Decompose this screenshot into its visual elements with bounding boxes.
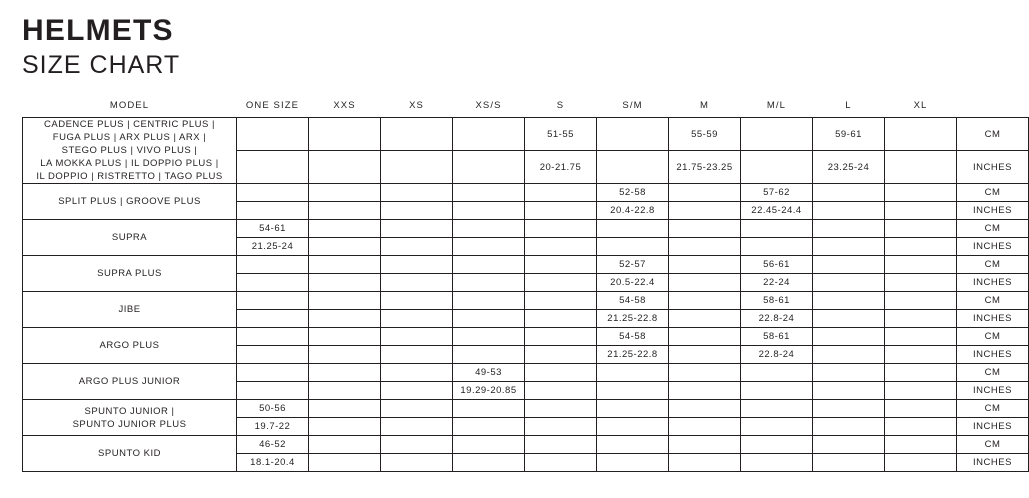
- empty-cell: [237, 382, 309, 400]
- empty-cell: [813, 274, 885, 292]
- empty-cell: [525, 400, 597, 418]
- model-cell: [23, 118, 237, 184]
- model-name-line: SPLIT PLUS | GROOVE PLUS: [58, 196, 201, 207]
- column-header-xs: XS: [409, 100, 424, 111]
- empty-cell: [525, 274, 597, 292]
- empty-cell: [885, 238, 957, 256]
- table-row: [23, 292, 1029, 310]
- empty-cell: [597, 454, 669, 472]
- empty-cell: [453, 436, 525, 454]
- size-value-cell: 20-21.75: [525, 151, 597, 184]
- empty-cell: [309, 310, 381, 328]
- empty-cell: [813, 454, 885, 472]
- empty-cell: [597, 418, 669, 436]
- unit-cell-inches: INCHES: [957, 382, 1029, 400]
- unit-cell-inches: INCHES: [957, 346, 1029, 364]
- empty-cell: [741, 118, 813, 151]
- empty-cell: [741, 220, 813, 238]
- empty-cell: [669, 382, 741, 400]
- empty-cell: [309, 328, 381, 346]
- empty-cell: [453, 292, 525, 310]
- model-name-line: ARGO PLUS JUNIOR: [78, 376, 181, 387]
- unit-cell-inches: INCHES: [957, 274, 1029, 292]
- size-value-cell: 22.45-24.4: [741, 202, 813, 220]
- empty-cell: [741, 238, 813, 256]
- empty-cell: [381, 436, 453, 454]
- empty-cell: [885, 364, 957, 382]
- empty-cell: [309, 151, 381, 184]
- size-value-cell: 20.5-22.4: [597, 274, 669, 292]
- model-name-line: SPUNTO JUNIOR PLUS: [72, 418, 187, 430]
- model-name-line: SPUNTO KID: [98, 448, 161, 459]
- size-value-cell: 46-52: [237, 436, 309, 454]
- empty-cell: [813, 310, 885, 328]
- empty-cell: [381, 292, 453, 310]
- column-header-xl: XL: [913, 100, 928, 111]
- empty-cell: [237, 274, 309, 292]
- empty-cell: [525, 220, 597, 238]
- empty-cell: [237, 202, 309, 220]
- empty-cell: [453, 256, 525, 274]
- model-cell: [23, 328, 237, 364]
- size-value-cell: 19.7-22: [237, 418, 309, 436]
- empty-cell: [669, 310, 741, 328]
- unit-cell-inches: INCHES: [957, 202, 1029, 220]
- empty-cell: [813, 238, 885, 256]
- column-header-l: L: [845, 100, 852, 111]
- table-row: [23, 328, 1029, 346]
- table-header-row: [23, 100, 1029, 118]
- empty-cell: [381, 418, 453, 436]
- unit-cell-inches: INCHES: [957, 454, 1029, 472]
- empty-cell: [453, 418, 525, 436]
- size-value-cell: 52-58: [597, 184, 669, 202]
- empty-cell: [381, 202, 453, 220]
- empty-cell: [813, 256, 885, 274]
- empty-cell: [525, 454, 597, 472]
- empty-cell: [741, 418, 813, 436]
- empty-cell: [525, 418, 597, 436]
- empty-cell: [669, 238, 741, 256]
- unit-cell-inches: INCHES: [957, 151, 1029, 184]
- model-name-line: SPUNTO JUNIOR |: [84, 405, 175, 417]
- empty-cell: [381, 220, 453, 238]
- model-name-line: FUGA PLUS | ARX PLUS | ARX |: [52, 132, 207, 143]
- empty-cell: [813, 202, 885, 220]
- model-name-line: JIBE: [118, 304, 141, 315]
- model-name-line: SUPRA: [111, 232, 148, 243]
- size-value-cell: 59-61: [813, 118, 885, 151]
- empty-cell: [237, 364, 309, 382]
- empty-cell: [813, 418, 885, 436]
- empty-cell: [525, 436, 597, 454]
- empty-cell: [741, 454, 813, 472]
- unit-cell-cm: CM: [957, 184, 1029, 202]
- empty-cell: [453, 400, 525, 418]
- empty-cell: [309, 238, 381, 256]
- empty-cell: [525, 184, 597, 202]
- empty-cell: [309, 184, 381, 202]
- model-name-line: ARGO PLUS: [99, 340, 160, 351]
- column-header-model: MODEL: [109, 100, 150, 111]
- empty-cell: [885, 118, 957, 151]
- page-title: HELMETS: [22, 14, 174, 47]
- size-value-cell: 54-61: [237, 220, 309, 238]
- empty-cell: [885, 184, 957, 202]
- model-name-line: LA MOKKA PLUS | IL DOPPIO PLUS |: [40, 158, 219, 169]
- empty-cell: [453, 184, 525, 202]
- empty-cell: [381, 346, 453, 364]
- empty-cell: [381, 382, 453, 400]
- model-name-line: CADENCE PLUS | CENTRIC PLUS |: [44, 119, 215, 130]
- size-value-cell: 22-24: [741, 274, 813, 292]
- empty-cell: [669, 418, 741, 436]
- table-row: [23, 220, 1029, 238]
- empty-cell: [237, 256, 309, 274]
- unit-cell-cm: CM: [957, 256, 1029, 274]
- empty-cell: [453, 310, 525, 328]
- empty-cell: [741, 400, 813, 418]
- empty-cell: [309, 220, 381, 238]
- empty-cell: [597, 238, 669, 256]
- empty-cell: [885, 436, 957, 454]
- size-value-cell: 57-62: [741, 184, 813, 202]
- empty-cell: [525, 256, 597, 274]
- empty-cell: [813, 220, 885, 238]
- column-header-one-size: ONE SIZE: [245, 100, 300, 111]
- empty-cell: [885, 310, 957, 328]
- empty-cell: [885, 292, 957, 310]
- empty-cell: [453, 346, 525, 364]
- unit-cell-inches: INCHES: [957, 418, 1029, 436]
- page-subtitle: SIZE CHART: [22, 51, 181, 79]
- empty-cell: [669, 436, 741, 454]
- empty-cell: [885, 328, 957, 346]
- empty-cell: [669, 364, 741, 382]
- unit-cell-cm: CM: [957, 436, 1029, 454]
- empty-cell: [813, 382, 885, 400]
- empty-cell: [381, 274, 453, 292]
- empty-cell: [381, 310, 453, 328]
- empty-cell: [237, 118, 309, 151]
- model-cell: [23, 292, 237, 328]
- size-value-cell: 21.25-24: [237, 238, 309, 256]
- empty-cell: [381, 400, 453, 418]
- empty-cell: [741, 364, 813, 382]
- empty-cell: [597, 400, 669, 418]
- empty-cell: [453, 274, 525, 292]
- title-block: [0, 0, 960, 80]
- model-name-line: SUPRA PLUS: [97, 268, 162, 279]
- size-value-cell: 21.25-22.8: [597, 310, 669, 328]
- model-cell: [23, 184, 237, 220]
- empty-cell: [525, 238, 597, 256]
- empty-cell: [453, 118, 525, 151]
- empty-cell: [309, 454, 381, 472]
- empty-cell: [309, 202, 381, 220]
- table-row: [23, 184, 1029, 202]
- empty-cell: [669, 274, 741, 292]
- empty-cell: [309, 364, 381, 382]
- empty-cell: [309, 256, 381, 274]
- unit-cell-cm: CM: [957, 292, 1029, 310]
- empty-cell: [381, 118, 453, 151]
- empty-cell: [453, 151, 525, 184]
- empty-cell: [597, 220, 669, 238]
- empty-cell: [381, 184, 453, 202]
- empty-cell: [453, 454, 525, 472]
- size-value-cell: 51-55: [525, 118, 597, 151]
- empty-cell: [525, 346, 597, 364]
- empty-cell: [381, 364, 453, 382]
- empty-cell: [813, 364, 885, 382]
- size-value-cell: 49-53: [453, 364, 525, 382]
- empty-cell: [813, 436, 885, 454]
- empty-cell: [669, 346, 741, 364]
- empty-cell: [381, 454, 453, 472]
- size-value-cell: 20.4-22.8: [597, 202, 669, 220]
- empty-cell: [669, 202, 741, 220]
- empty-cell: [237, 151, 309, 184]
- size-value-cell: 22.8-24: [741, 310, 813, 328]
- size-value-cell: 23.25-24: [813, 151, 885, 184]
- size-value-cell: 21.25-22.8: [597, 346, 669, 364]
- empty-cell: [453, 220, 525, 238]
- empty-cell: [237, 328, 309, 346]
- empty-cell: [597, 151, 669, 184]
- empty-cell: [309, 118, 381, 151]
- unit-cell-cm: CM: [957, 400, 1029, 418]
- empty-cell: [885, 400, 957, 418]
- empty-cell: [741, 436, 813, 454]
- size-value-cell: 21.75-23.25: [669, 151, 741, 184]
- empty-cell: [885, 454, 957, 472]
- model-cell: [23, 400, 237, 436]
- empty-cell: [885, 220, 957, 238]
- column-header-m: M: [699, 100, 709, 111]
- model-cell: [23, 256, 237, 292]
- empty-cell: [813, 346, 885, 364]
- empty-cell: [669, 454, 741, 472]
- empty-cell: [453, 238, 525, 256]
- table-row: [23, 118, 1029, 151]
- empty-cell: [741, 382, 813, 400]
- empty-cell: [453, 202, 525, 220]
- size-value-cell: 58-61: [741, 292, 813, 310]
- column-header-s: S: [556, 100, 565, 111]
- size-value-cell: 55-59: [669, 118, 741, 151]
- empty-cell: [669, 292, 741, 310]
- empty-cell: [669, 184, 741, 202]
- unit-cell-inches: INCHES: [957, 238, 1029, 256]
- empty-cell: [669, 220, 741, 238]
- empty-cell: [885, 256, 957, 274]
- model-cell: [23, 364, 237, 400]
- empty-cell: [885, 202, 957, 220]
- empty-cell: [669, 400, 741, 418]
- empty-cell: [741, 151, 813, 184]
- empty-cell: [669, 256, 741, 274]
- empty-cell: [885, 346, 957, 364]
- empty-cell: [885, 418, 957, 436]
- size-value-cell: 19.29-20.85: [453, 382, 525, 400]
- size-value-cell: 56-61: [741, 256, 813, 274]
- empty-cell: [885, 151, 957, 184]
- column-header-s-m: S/M: [622, 100, 643, 111]
- size-value-cell: 18.1-20.4: [237, 454, 309, 472]
- unit-cell-cm: CM: [957, 364, 1029, 382]
- empty-cell: [381, 238, 453, 256]
- empty-cell: [813, 328, 885, 346]
- column-header-unit: [957, 100, 1029, 118]
- size-value-cell: 52-57: [597, 256, 669, 274]
- empty-cell: [525, 328, 597, 346]
- table-row: [23, 436, 1029, 454]
- size-chart-container: [22, 100, 1012, 472]
- unit-cell-cm: CM: [957, 220, 1029, 238]
- empty-cell: [309, 382, 381, 400]
- empty-cell: [597, 436, 669, 454]
- unit-cell-cm: CM: [957, 118, 1029, 151]
- table-row: [23, 364, 1029, 382]
- model-name-line: IL DOPPIO | RISTRETTO | TAGO PLUS: [36, 171, 223, 182]
- empty-cell: [309, 400, 381, 418]
- empty-cell: [237, 310, 309, 328]
- empty-cell: [381, 328, 453, 346]
- unit-cell-cm: CM: [957, 328, 1029, 346]
- size-value-cell: 54-58: [597, 328, 669, 346]
- empty-cell: [237, 292, 309, 310]
- empty-cell: [885, 274, 957, 292]
- empty-cell: [525, 310, 597, 328]
- empty-cell: [237, 184, 309, 202]
- empty-cell: [669, 328, 741, 346]
- table-row: [23, 400, 1029, 418]
- empty-cell: [237, 346, 309, 364]
- size-value-cell: 50-56: [237, 400, 309, 418]
- empty-cell: [813, 400, 885, 418]
- empty-cell: [525, 292, 597, 310]
- model-name-line: STEGO PLUS | VIVO PLUS |: [61, 145, 198, 156]
- size-value-cell: 22.8-24: [741, 346, 813, 364]
- model-cell: [23, 436, 237, 472]
- empty-cell: [309, 418, 381, 436]
- empty-cell: [813, 184, 885, 202]
- size-value-cell: 54-58: [597, 292, 669, 310]
- empty-cell: [309, 436, 381, 454]
- empty-cell: [597, 118, 669, 151]
- empty-cell: [381, 151, 453, 184]
- empty-cell: [309, 292, 381, 310]
- empty-cell: [813, 292, 885, 310]
- empty-cell: [597, 364, 669, 382]
- empty-cell: [453, 328, 525, 346]
- empty-cell: [309, 346, 381, 364]
- column-header-xs-s: XS/S: [475, 100, 502, 111]
- unit-cell-inches: INCHES: [957, 310, 1029, 328]
- empty-cell: [597, 382, 669, 400]
- empty-cell: [525, 202, 597, 220]
- size-chart-table: [22, 100, 1029, 472]
- empty-cell: [309, 274, 381, 292]
- table-row: [23, 256, 1029, 274]
- empty-cell: [525, 382, 597, 400]
- empty-cell: [525, 364, 597, 382]
- model-cell: [23, 220, 237, 256]
- empty-cell: [381, 256, 453, 274]
- column-header-xxs: XXS: [333, 100, 356, 111]
- column-header-m-l: M/L: [766, 100, 787, 111]
- size-value-cell: 58-61: [741, 328, 813, 346]
- empty-cell: [885, 382, 957, 400]
